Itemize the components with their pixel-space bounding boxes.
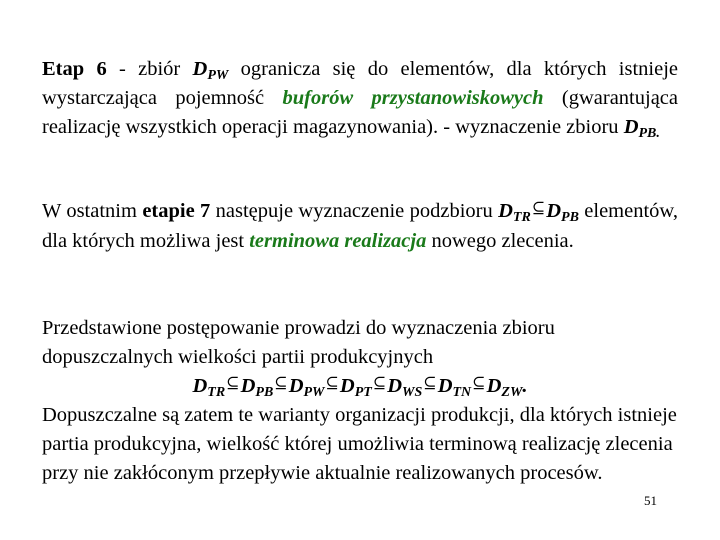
set-letter: D <box>498 200 513 222</box>
subset-symbol: ⊆ <box>472 375 486 392</box>
text: W ostatnim <box>42 200 143 222</box>
formula-set-term <box>288 375 325 400</box>
set-subscript: TR <box>207 385 226 400</box>
subset-symbol: ⊆ <box>531 200 546 217</box>
highlight-terminowa: terminowa realizacja <box>249 230 427 252</box>
set-letter: D <box>546 200 562 222</box>
set-subscript: PW <box>207 68 229 83</box>
set-letter: D <box>192 58 208 80</box>
set-subscript: ZW <box>501 385 523 400</box>
set-letter: D <box>288 375 304 397</box>
subset-symbol: ⊆ <box>226 375 240 392</box>
set-letter: D <box>240 375 256 397</box>
set-subscript: PB <box>561 210 579 225</box>
set-letter: D <box>486 375 502 397</box>
set-subscript: TN <box>452 385 472 400</box>
set-dpw <box>192 58 229 83</box>
set-subscript: TR <box>512 210 531 225</box>
formula-end: . <box>522 375 528 397</box>
paragraph-summary: Przedstawione postępowanie prowadzi do wyznaczenia zbioru dopuszczalnych wielkości partii produkcyjnych <box>42 317 555 368</box>
paragraph-etap-7 <box>42 197 678 256</box>
set-letter: D <box>623 116 639 138</box>
set-letter: D <box>437 375 453 397</box>
set-subscript: PT <box>354 385 372 400</box>
text: następuje wyznaczenie podzbioru <box>210 200 499 222</box>
set-letter: D <box>192 375 208 397</box>
formula-set-term <box>339 375 372 400</box>
subset-symbol: ⊆ <box>372 375 387 392</box>
subset-chain-formula <box>0 372 720 402</box>
paragraph-conclusion: Dopuszczalne są zatem te warianty organizacji produkcji, dla których istnieje partia produkcyjna, wielkość której umożliwia terminową realizację zlecenia przy nie zakłóconym przepływie aktualnie realizowanych procesów. <box>42 404 677 484</box>
formula-set-term <box>192 375 226 400</box>
subset-symbol: ⊆ <box>423 375 437 392</box>
etap-6-label: Etap 6 <box>42 58 107 80</box>
highlight-bufory: buforów przystanowiskowych <box>282 87 544 109</box>
page-number: 51 <box>644 493 657 508</box>
text: nowego zlecenia. <box>426 230 574 252</box>
set-letter: D <box>339 375 355 397</box>
set-dtr <box>498 200 531 225</box>
formula-set-term <box>387 375 423 400</box>
paragraph-etap-6 <box>42 55 678 142</box>
formula-set-term <box>240 375 274 400</box>
formula-set-term <box>486 375 523 400</box>
subset-symbol: ⊆ <box>274 375 288 392</box>
set-subscript: PB <box>255 385 274 400</box>
set-dpb <box>623 116 660 141</box>
etap-7-label: etapie 7 <box>142 200 211 222</box>
set-dpb <box>546 200 579 225</box>
set-subscript: WS <box>402 385 423 400</box>
set-letter: D <box>387 375 403 397</box>
text: ogranicza się do elementów, dla których istnieje wystarczająca pojemność <box>42 58 678 109</box>
text: (gwarantująca realizację wszystkich operacji magazynowania). - wyznaczenie zbioru <box>42 87 678 138</box>
set-subscript: PB. <box>638 126 660 141</box>
text: - zbiór <box>106 58 193 80</box>
formula-set-term <box>437 375 472 400</box>
set-subscript: PW <box>303 385 325 400</box>
text: elementów, dla których możliwa jest <box>42 200 679 252</box>
subset-symbol: ⊆ <box>325 375 339 392</box>
